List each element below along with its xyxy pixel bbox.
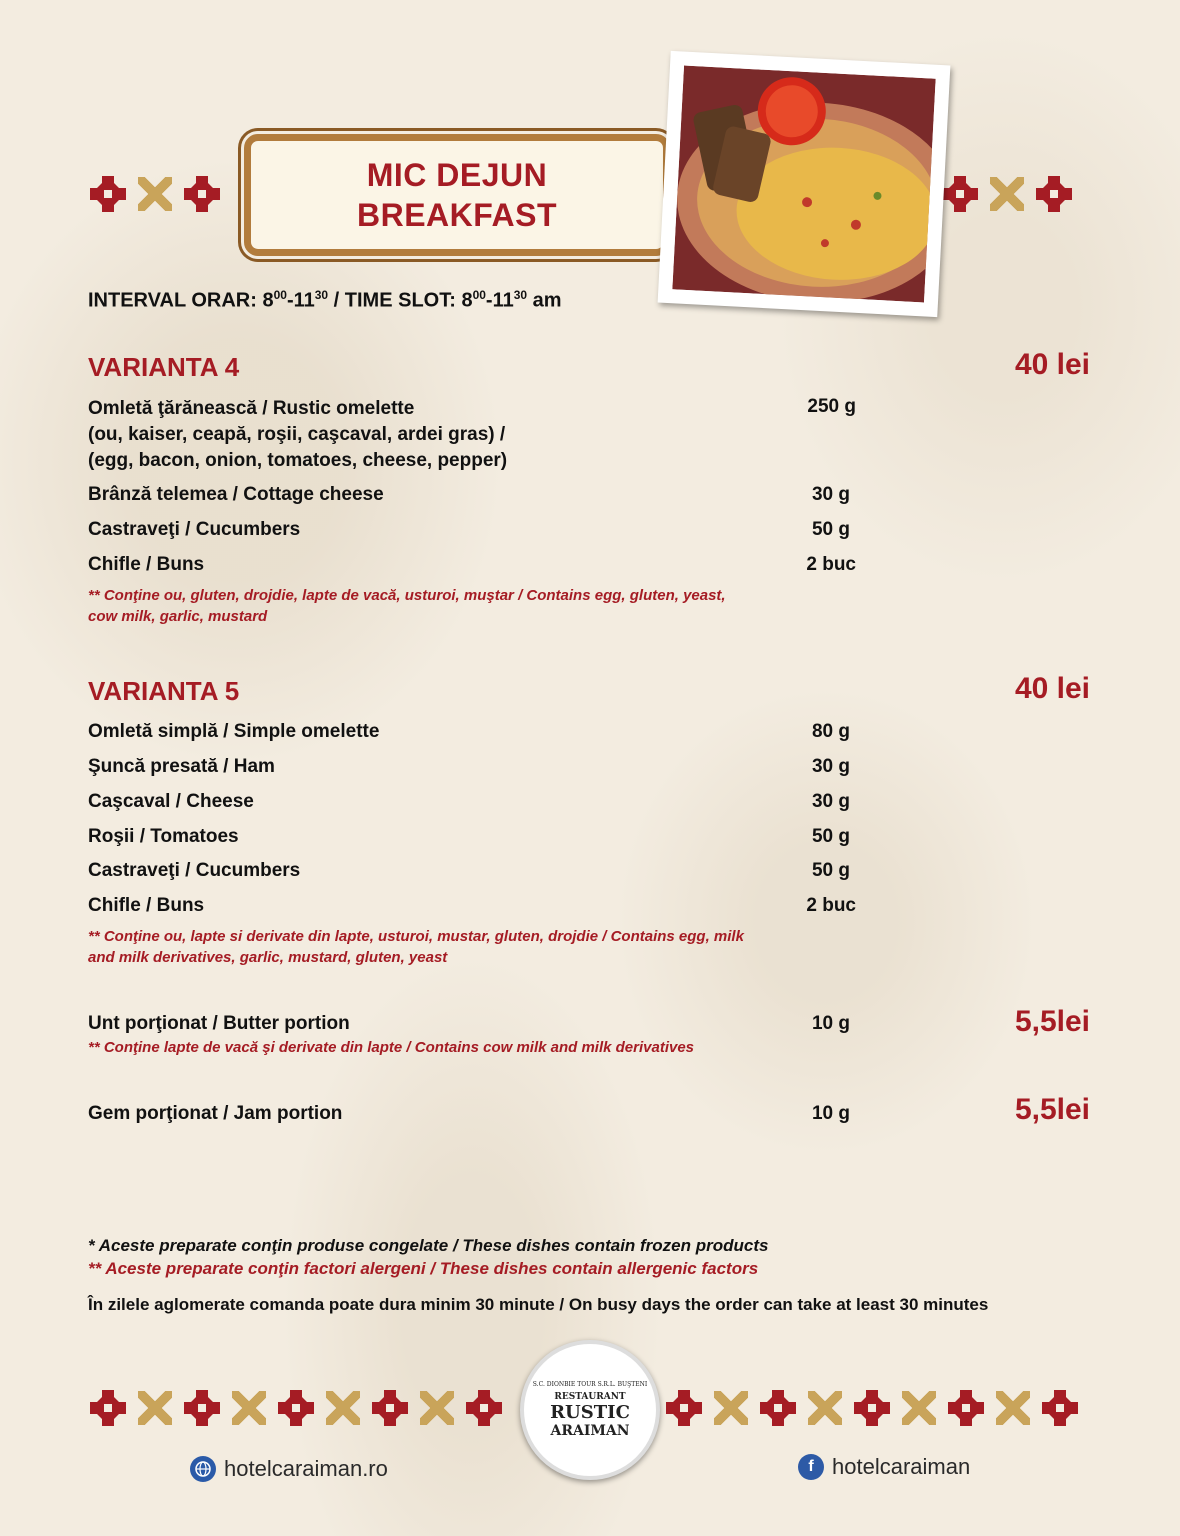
menu-item: Castraveţi / Cucumbers: [88, 519, 301, 540]
gold-ornament-icon: [420, 1391, 454, 1425]
flower-ornament-icon: [1034, 174, 1074, 214]
flower-ornament-icon: [276, 1388, 316, 1428]
menu-item: Caşcaval / Cheese: [88, 791, 254, 812]
website-text[interactable]: hotelcaraiman.ro: [224, 1456, 388, 1481]
flower-ornament-icon: [182, 174, 222, 214]
menu-item-qty: 10 g: [811, 1013, 850, 1034]
omelette-photo: [658, 51, 951, 317]
flower-ornament-icon: [1040, 1388, 1080, 1428]
menu-item: Şuncă presată / Ham: [88, 756, 275, 777]
facebook-icon: f: [798, 1454, 824, 1480]
menu-item-qty: 30 g: [811, 791, 850, 812]
variant5-price: 40 lei: [1014, 672, 1090, 705]
gold-ornament-icon: [326, 1391, 360, 1425]
menu-item-qty: 30 g: [811, 756, 850, 777]
gold-ornament-icon: [808, 1391, 842, 1425]
gold-ornament-icon: [138, 177, 172, 211]
facebook-text[interactable]: hotelcaraiman: [832, 1454, 971, 1479]
menu-item-qty: 30 g: [811, 484, 850, 505]
menu-item-desc: (egg, bacon, onion, tomatoes, cheese, pepper): [88, 450, 508, 471]
butter-price: 5,5lei: [1014, 1005, 1090, 1038]
flower-ornament-icon: [464, 1388, 504, 1428]
page-title-ro: MIC DEJUN: [366, 157, 548, 193]
bottom-left-border-pattern: [88, 1386, 518, 1430]
menu-item: Castraveţi / Cucumbers: [88, 860, 301, 881]
menu-item-butter: Unt porţionat / Butter portion: [88, 1013, 350, 1034]
menu-item: Chifle / Buns: [88, 554, 205, 575]
flower-ornament-icon: [852, 1388, 892, 1428]
page-title-en: BREAKFAST: [356, 197, 558, 233]
gold-ornament-icon: [232, 1391, 266, 1425]
omelette-photo-icon: [672, 66, 935, 303]
flower-ornament-icon: [88, 174, 128, 214]
variant4-title: VARIANTA 4: [88, 352, 240, 382]
menu-item-qty: 50 g: [811, 519, 850, 540]
allergen-footer-note: ** Aceste preparate conţin factori alergeni / These dishes contain allergenic factors: [88, 1259, 759, 1278]
gold-ornament-icon: [902, 1391, 936, 1425]
menu-item-jam: Gem porţionat / Jam portion: [88, 1103, 343, 1124]
menu-item: Chifle / Buns: [88, 895, 205, 916]
restaurant-logo: [520, 1340, 660, 1480]
menu-item: Roşii / Tomatoes: [88, 826, 239, 847]
allergen-note: ** Conţine lapte de vacă şi derivate din lapte / Contains cow milk and milk derivatives: [88, 1039, 695, 1056]
flower-ornament-icon: [758, 1388, 798, 1428]
top-left-border-pattern: [88, 172, 238, 216]
menu-item: Omletă ţărănească / Rustic omelette: [88, 398, 415, 419]
logo-line2: RUSTIC: [550, 1402, 630, 1423]
flower-ornament-icon: [940, 174, 980, 214]
menu-item-qty: 80 g: [811, 721, 850, 742]
menu-item-qty: 250 g: [807, 396, 856, 417]
gold-ornament-icon: [138, 1391, 172, 1425]
menu-item-qty: 50 g: [811, 826, 850, 847]
allergen-note: ** Conţine ou, lapte si derivate din lapte, usturoi, mustar, gluten, drojdie / Contains egg, milk and milk derivatives, garlic, mustard, gluten, yeast: [88, 928, 744, 966]
title-frame: [244, 134, 670, 256]
variant4-price: 40 lei: [1014, 348, 1090, 381]
gold-ornament-icon: [714, 1391, 748, 1425]
busy-note: În zilele aglomerate comanda poate dura minim 30 minute / On busy days the order can take at least 30 minutes: [88, 1295, 989, 1314]
flower-ornament-icon: [88, 1388, 128, 1428]
menu-item-desc: (ou, kaiser, ceapă, roşii, caşcaval, ardei gras) /: [88, 424, 506, 445]
bottom-right-border-pattern: [664, 1386, 1094, 1430]
flower-ornament-icon: [946, 1388, 986, 1428]
time-slot: INTERVAL ORAR: $8^{00}-11^{30}$ / TIME SLOT: $8^{00}-11^{30}$ am: [88, 288, 562, 312]
logo-company: S.C. DIONBIE TOUR S.R.L. BUŞTENI: [532, 1381, 648, 1388]
globe-icon: [190, 1456, 216, 1482]
frozen-note: * Aceste preparate conţin produse congelate / These dishes contain frozen products: [88, 1236, 769, 1255]
logo-line3: ARAIMAN: [550, 1423, 630, 1439]
facebook-link[interactable]: [798, 1454, 970, 1480]
jam-price: 5,5lei: [1014, 1093, 1090, 1126]
menu-item-qty: 2 buc: [806, 895, 856, 916]
variant5-title: VARIANTA 5: [88, 676, 240, 706]
flower-ornament-icon: [664, 1388, 704, 1428]
menu-item-qty: 10 g: [811, 1103, 850, 1124]
top-right-border-pattern: [940, 172, 1095, 216]
menu-item: Brânză telemea / Cottage cheese: [88, 484, 384, 505]
menu-item-qty: 50 g: [811, 860, 850, 881]
flower-ornament-icon: [370, 1388, 410, 1428]
website-link[interactable]: [190, 1456, 388, 1482]
allergen-note: ** Conţine ou, gluten, drojdie, lapte de vacă, usturoi, muştar / Contains egg, gluten, yeast, cow milk, garlic, mustard: [88, 587, 726, 625]
flower-ornament-icon: [182, 1388, 222, 1428]
menu-item: Omletă simplă / Simple omelette: [88, 721, 380, 742]
gold-ornament-icon: [990, 177, 1024, 211]
logo-line1: RESTAURANT: [554, 1392, 626, 1402]
menu-item-qty: 2 buc: [806, 554, 856, 575]
gold-ornament-icon: [996, 1391, 1030, 1425]
